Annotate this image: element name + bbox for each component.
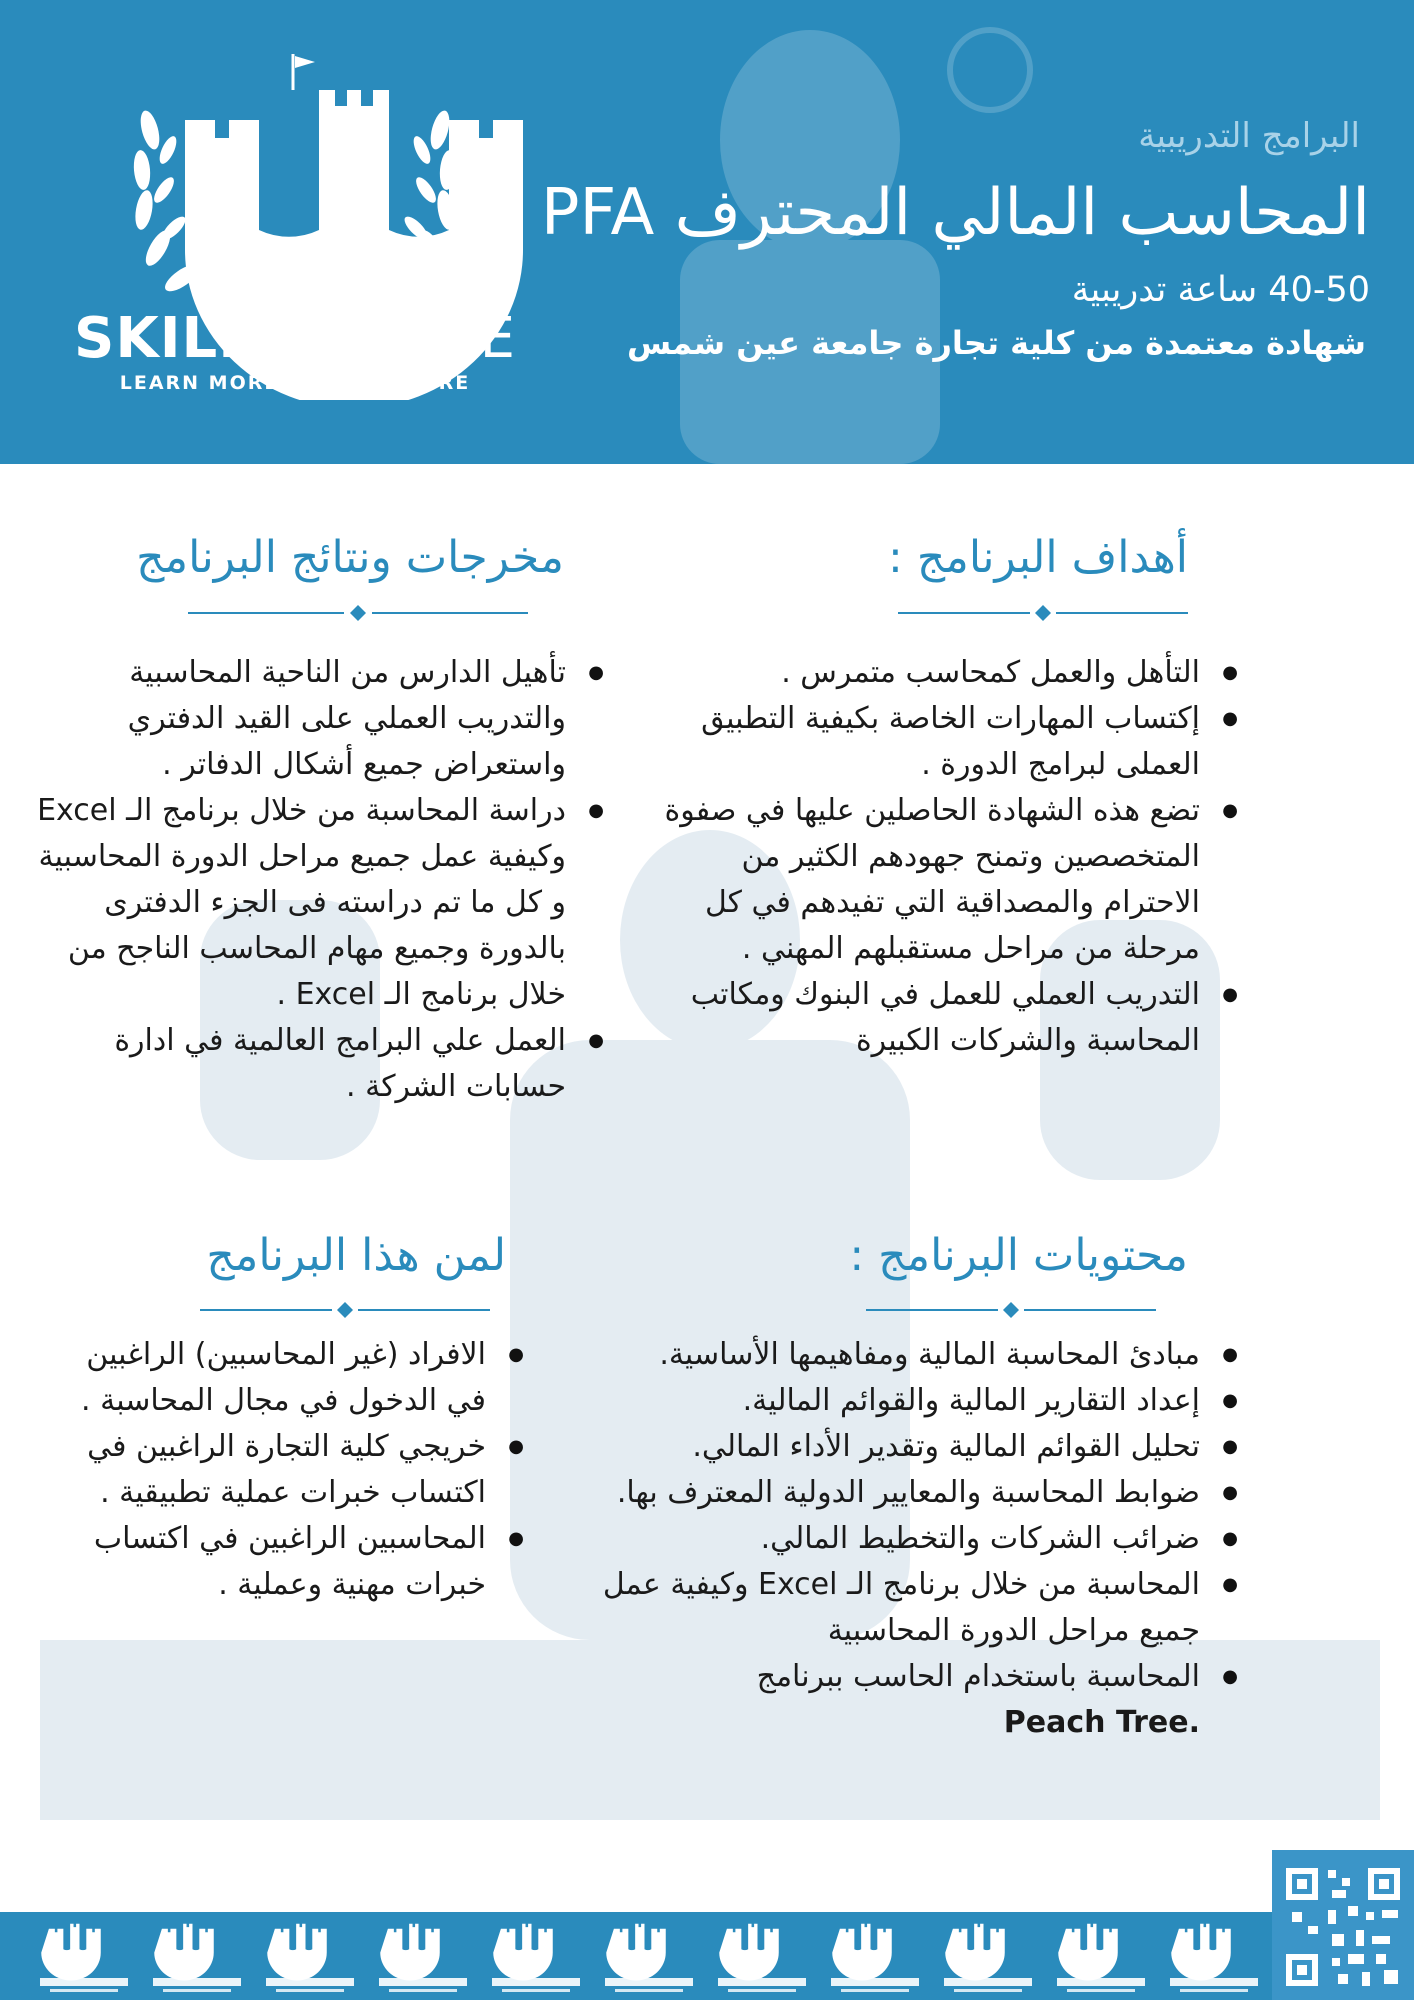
footer-castle-logo-icon: [1164, 1920, 1264, 1996]
list-item: ● مبادئ المحاسبة المالية ومفاهيمها الأساسية.: [580, 1332, 1200, 1378]
list-item: ● التأهل والعمل كمحاسب متمرس .: [640, 650, 1200, 696]
footer-castle-logo-icon: [147, 1920, 247, 1996]
objectives-title: أهداف البرنامج :: [888, 532, 1188, 583]
peach-tree-label: Peach Tree.: [1003, 1705, 1200, 1740]
header-banner: [0, 0, 1414, 464]
list-item: ● المحاسبة باستخدام الحاسب ببرنامج Peach Tree.: [580, 1654, 1200, 1746]
list-item: ● ضرائب الشركات والتخطيط المالي.: [580, 1516, 1200, 1562]
audience-title: لمن هذا البرنامج: [206, 1230, 506, 1281]
list-item: ● العمل علي البرامج العالمية في ادارة حسابات الشركة .: [36, 1018, 566, 1110]
divider-ornament-icon: [866, 1300, 1156, 1320]
footer-castle-logo-icon: [938, 1920, 1038, 1996]
contents-title: محتويات البرنامج :: [849, 1230, 1188, 1281]
outcomes-title: مخرجات ونتائج البرنامج: [136, 532, 564, 583]
list-item: ● المحاسبين الراغبين في اكتساب خبرات مهنية وعملية .: [66, 1516, 486, 1608]
list-item: ● التدريب العملي للعمل في البنوك ومكاتب المحاسبة والشركات الكبيرة: [640, 972, 1200, 1064]
footer-castle-logo-icon: [373, 1920, 473, 1996]
certificate-note: شهادة معتمدة من كلية تجارة جامعة عين شمس: [626, 324, 1366, 362]
audience-list: [66, 1332, 524, 1608]
logo-tagline: LEARN MORE TO GAIN MORE: [119, 372, 471, 394]
divider-ornament-icon: [898, 603, 1188, 623]
footer-castle-logo-icon: [1051, 1920, 1151, 1996]
objectives-list: [640, 650, 1238, 1064]
footer-castle-logo-icon: [260, 1920, 360, 1996]
footer-castle-logo-icon: [599, 1920, 699, 1996]
footer-logo-strip: [0, 1912, 1414, 2000]
header-kicker: البرامج التدريبية: [1138, 116, 1360, 156]
list-item: ● خريجي كلية التجارة الراغبين في اكتساب خبرات عملية تطبيقية .: [66, 1424, 486, 1516]
list-item: ● تضع هذه الشهادة الحاصلين عليها في صفوة المتخصصين وتمنح جهودهم الكثير من الاحترام والمصداقية التي تفيدهم في كل مرحلة من مراحل مستقبلهم المهني .: [640, 788, 1200, 972]
list-item: ● ضوابط المحاسبة والمعايير الدولية المعترف بها.: [580, 1470, 1200, 1516]
page-title: المحاسب المالي المحترف PFA: [540, 176, 1370, 250]
footer-castle-logo-icon: [486, 1920, 586, 1996]
list-item: ● الافراد (غير المحاسبين) الراغبين في الدخول في مجال المحاسبة .: [66, 1332, 486, 1424]
divider-ornament-icon: [200, 1300, 490, 1320]
training-hours: 40-50 ساعة تدريبية: [1071, 270, 1370, 310]
list-item: ● تأهيل الدارس من الناحية المحاسبية والتدريب العملي على القيد الدفتري واستعراض جميع أشكال الدفاتر .: [36, 650, 566, 788]
footer-castle-logo-icon: [34, 1920, 134, 1996]
contents-list: [580, 1332, 1238, 1746]
qr-code-icon: [1272, 1850, 1414, 2000]
footer-castle-logo-icon: [825, 1920, 925, 1996]
list-item: ● إعداد التقارير المالية والقوائم المالية.: [580, 1378, 1200, 1424]
list-item: ● إكتساب المهارات الخاصة بكيفية التطبيق العملى لبرامج الدورة .: [640, 696, 1200, 788]
outcomes-list: [36, 650, 604, 1110]
list-item: ● المحاسبة من خلال برنامج الـ Excel وكيفية عمل جميع مراحل الدورة المحاسبية: [580, 1562, 1200, 1654]
list-item: ● تحليل القوائم المالية وتقدير الأداء المالي.: [580, 1424, 1200, 1470]
list-item: ● دراسة المحاسبة من خلال برنامج الـ Excel وكيفية عمل جميع مراحل الدورة المحاسبية و كل ما تم دراسته فى الجزء الدفترى بالدورة وجميع مهام المحاسب الناجح من خلال برنامج الـ Excel .: [36, 788, 566, 1018]
logo-brand-name: SKILLSCASTLE: [73, 306, 516, 371]
footer-castle-logo-icon: [712, 1920, 812, 1996]
divider-ornament-icon: [188, 603, 528, 623]
